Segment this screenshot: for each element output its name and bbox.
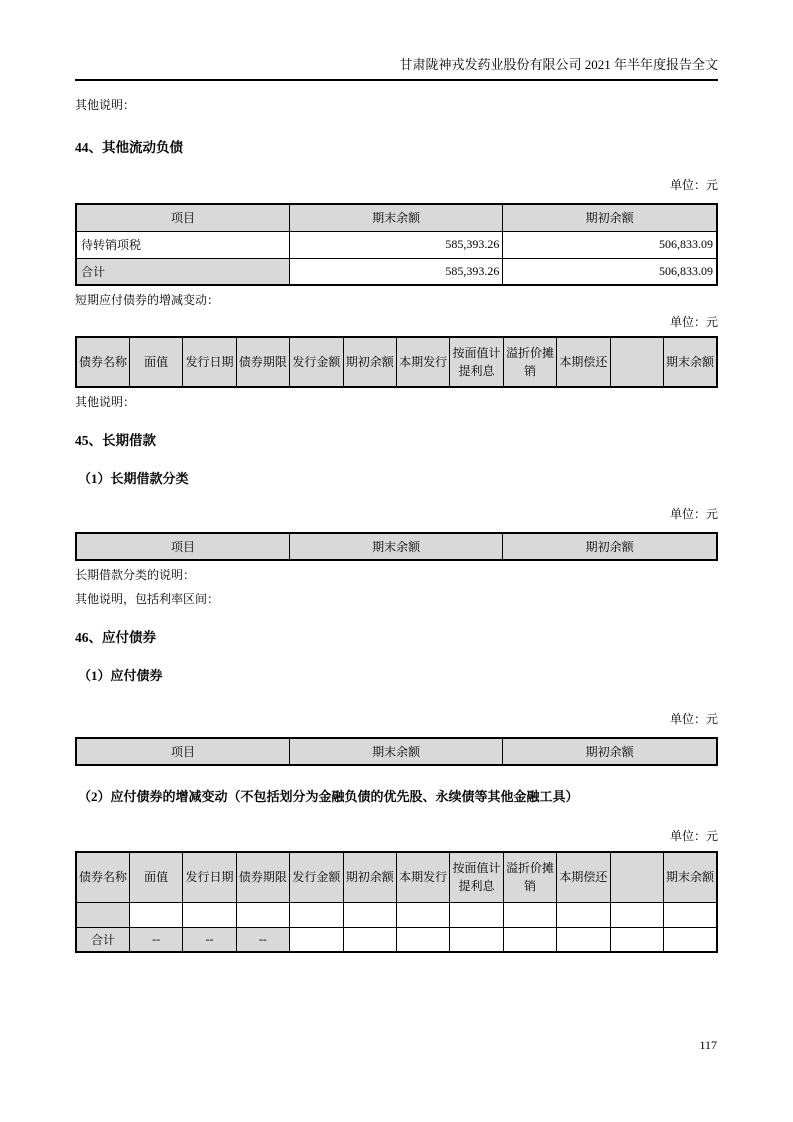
- section-46-sub-heading-2: （2）应付债券的增减变动（不包括划分为金融负债的优先股、永续债等其他金融工具）: [78, 789, 579, 804]
- unit-label-3: 单位：元: [669, 507, 718, 521]
- col-header-ending-balance: 期末余额: [289, 738, 502, 765]
- table-header-row: [76, 533, 717, 560]
- unit-label-2: 单位：元: [669, 315, 718, 329]
- bond-total-face-value: --: [129, 927, 182, 952]
- bond-col-ending-balance: 期末余额: [663, 852, 717, 902]
- section-46-heading: 46、应付债券: [75, 630, 156, 645]
- long-term-loan-table: [75, 532, 718, 561]
- bond-table-header-row: [76, 337, 717, 387]
- col-header-item: 项目: [76, 204, 289, 231]
- bond-col-issue-date: 发行日期: [183, 337, 236, 387]
- bond-col-current-issue: 本期发行: [396, 852, 449, 902]
- unit-label-1: 单位：元: [669, 178, 718, 192]
- bond-col-premium-amortization: 溢折价摊销: [503, 337, 556, 387]
- table-header-row: [76, 738, 717, 765]
- bond-col-face-value: 面值: [129, 337, 182, 387]
- unit-label-5: 单位：元: [669, 829, 718, 843]
- bond-col-ending-balance: 期末余额: [663, 337, 717, 387]
- bond-col-premium-amortization: 溢折价摊销: [503, 852, 556, 902]
- col-header-beginning-balance: 期初余额: [503, 533, 717, 560]
- bonds-payable-table: [75, 737, 718, 766]
- total-ending-balance: 585,393.26: [289, 258, 502, 285]
- bond-col-current-issue: 本期发行: [396, 337, 449, 387]
- row-beginning-balance: 506,833.09: [503, 231, 717, 258]
- bond-col-name: 债券名称: [76, 852, 129, 902]
- bond-empty-name-cell: [76, 902, 129, 927]
- report-header: [75, 0, 718, 81]
- bond-col-blank: [610, 337, 663, 387]
- bond-total-issue-date: --: [183, 927, 236, 952]
- col-header-item: 项目: [76, 738, 289, 765]
- bond-col-term: 债券期限: [236, 337, 289, 387]
- col-header-beginning-balance: 期初余额: [503, 738, 717, 765]
- section-44-heading: 44、其他流动负债: [75, 140, 183, 155]
- col-header-beginning-balance: 期初余额: [503, 204, 717, 231]
- report-header-title: 甘肃陇神戎发药业股份有限公司 2021 年半年度报告全文: [399, 57, 718, 72]
- total-row-label: 合计: [76, 258, 289, 285]
- row-ending-balance: 585,393.26: [289, 231, 502, 258]
- bond-col-issue-amount: 发行金额: [290, 852, 343, 902]
- bond-col-issue-date: 发行日期: [183, 852, 236, 902]
- table-total-row: [76, 258, 717, 285]
- long-term-loan-classification-note: 长期借款分类的说明：: [75, 568, 196, 582]
- bond-col-beginning-balance: 期初余额: [343, 337, 396, 387]
- bond-col-blank: [610, 852, 663, 902]
- bond-col-face-value: 面值: [129, 852, 182, 902]
- bonds-payable-movement-table: [75, 851, 718, 953]
- row-item-label: 待转销项税: [76, 231, 289, 258]
- bond-col-current-repayment: 本期偿还: [557, 337, 610, 387]
- other-current-liabilities-table: [75, 203, 718, 286]
- unit-label-4: 单位：元: [669, 712, 718, 726]
- total-beginning-balance: 506,833.09: [503, 258, 717, 285]
- bond-table-header-row: [76, 852, 717, 902]
- bond-col-term: 债券期限: [236, 852, 289, 902]
- bond-total-term: --: [236, 927, 289, 952]
- other-notes-top: 其他说明：: [75, 98, 136, 112]
- short-term-bond-note: 短期应付债券的增减变动：: [75, 293, 220, 307]
- table-header-row: [76, 204, 717, 231]
- long-term-loan-other-note: 其他说明，包括利率区间：: [75, 592, 220, 606]
- bond-total-label: 合计: [76, 927, 129, 952]
- bond-col-current-repayment: 本期偿还: [557, 852, 610, 902]
- col-header-ending-balance: 期末余额: [289, 533, 502, 560]
- bond-col-interest-accrued: 按面值计提利息: [450, 852, 503, 902]
- page-number: 117: [699, 1038, 717, 1052]
- col-header-item: 项目: [76, 533, 289, 560]
- bond-col-name: 债券名称: [76, 337, 129, 387]
- short-term-bond-table: [75, 336, 718, 388]
- section-45-sub-heading: （1）长期借款分类: [78, 471, 189, 486]
- bond-col-beginning-balance: 期初余额: [343, 852, 396, 902]
- section-46-sub-heading-1: （1）应付债券: [78, 668, 163, 683]
- bond-total-row: [76, 927, 717, 952]
- bond-col-interest-accrued: 按面值计提利息: [450, 337, 503, 387]
- bond-empty-row: [76, 902, 717, 927]
- other-notes-bond: 其他说明：: [75, 395, 136, 409]
- section-45-heading: 45、长期借款: [75, 433, 156, 448]
- table-row: [76, 231, 717, 258]
- bond-col-issue-amount: 发行金额: [290, 337, 343, 387]
- col-header-ending-balance: 期末余额: [289, 204, 502, 231]
